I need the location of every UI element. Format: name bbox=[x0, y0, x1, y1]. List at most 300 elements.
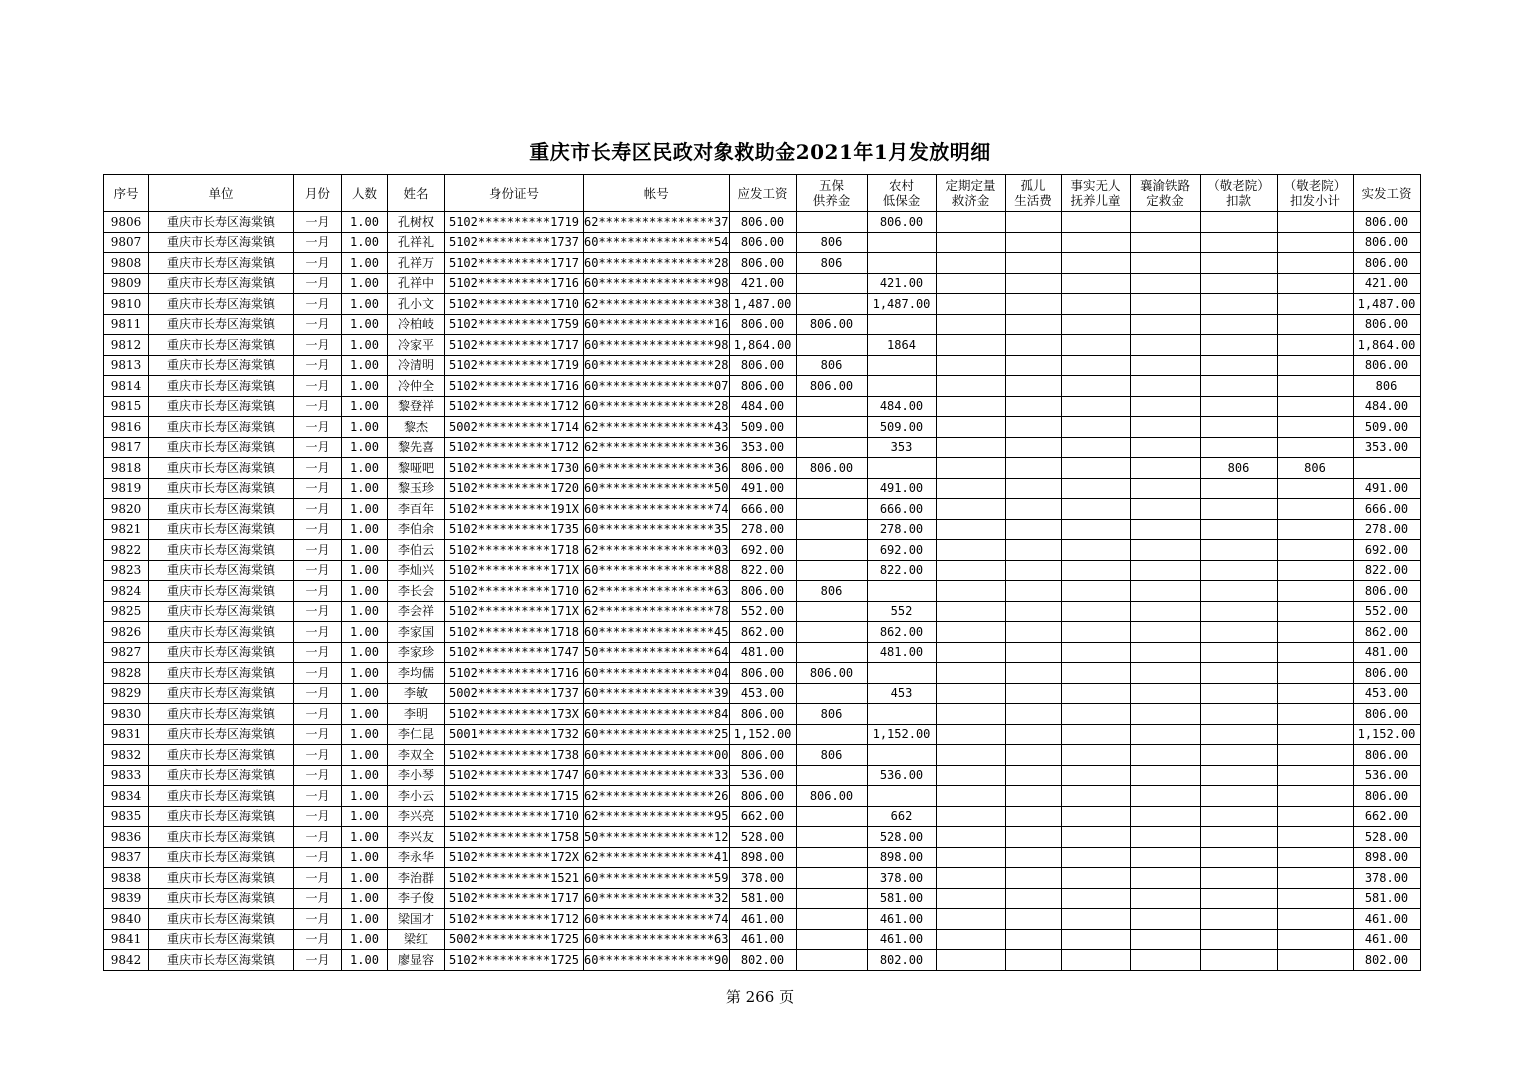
table-cell: 1.00 bbox=[342, 601, 388, 622]
table-cell bbox=[1277, 396, 1353, 417]
table-cell bbox=[936, 888, 1005, 909]
table-cell: 冷仲全 bbox=[388, 376, 445, 397]
table-cell: 806 bbox=[796, 355, 867, 376]
table-cell bbox=[1130, 622, 1200, 643]
table-cell: 461.00 bbox=[729, 929, 796, 950]
table-cell: 5102**********1712 bbox=[445, 396, 584, 417]
table-cell bbox=[1130, 909, 1200, 930]
table-cell: 806.00 bbox=[867, 212, 936, 233]
table-cell: 60****************32 bbox=[584, 888, 730, 909]
table-cell bbox=[1130, 724, 1200, 745]
table-cell: 806.00 bbox=[729, 376, 796, 397]
table-cell bbox=[936, 765, 1005, 786]
table-cell: 60****************63 bbox=[584, 929, 730, 950]
table-cell: 1.00 bbox=[342, 581, 388, 602]
table-cell: 5102**********1710 bbox=[445, 806, 584, 827]
table-cell bbox=[1277, 519, 1353, 540]
table-cell: 50****************12 bbox=[584, 827, 730, 848]
table-cell: 李灿兴 bbox=[388, 560, 445, 581]
table-cell: 60****************39 bbox=[584, 683, 730, 704]
table-cell: 1,487.00 bbox=[1353, 294, 1420, 315]
table-cell bbox=[1061, 478, 1130, 499]
table-cell: 1,152.00 bbox=[729, 724, 796, 745]
table-cell bbox=[1061, 909, 1130, 930]
table-cell bbox=[1200, 642, 1277, 663]
table-cell: 重庆市长寿区海棠镇 bbox=[149, 212, 294, 233]
table-cell bbox=[936, 642, 1005, 663]
table-cell bbox=[1277, 868, 1353, 889]
table-cell bbox=[1130, 786, 1200, 807]
table-cell bbox=[1061, 540, 1130, 561]
table-cell: 1.00 bbox=[342, 232, 388, 253]
table-cell bbox=[867, 253, 936, 274]
table-cell bbox=[936, 786, 1005, 807]
table-cell: 1.00 bbox=[342, 376, 388, 397]
table-cell bbox=[936, 355, 1005, 376]
table-cell: 802.00 bbox=[1353, 950, 1420, 971]
table-cell bbox=[1277, 765, 1353, 786]
table-row bbox=[104, 847, 1421, 868]
table-cell: 9821 bbox=[104, 519, 149, 540]
table-cell: 378.00 bbox=[729, 868, 796, 889]
table-cell: 802.00 bbox=[729, 950, 796, 971]
table-cell: 528.00 bbox=[1353, 827, 1420, 848]
table-cell: 802.00 bbox=[867, 950, 936, 971]
table-cell: 孔祥礼 bbox=[388, 232, 445, 253]
table-cell bbox=[1277, 950, 1353, 971]
table-cell: 重庆市长寿区海棠镇 bbox=[149, 355, 294, 376]
table-cell bbox=[936, 294, 1005, 315]
table-cell: 一月 bbox=[294, 232, 342, 253]
table-cell bbox=[1130, 704, 1200, 725]
table-cell bbox=[936, 581, 1005, 602]
table-cell: 62****************63 bbox=[584, 581, 730, 602]
table-cell: 581.00 bbox=[867, 888, 936, 909]
table-cell: 1.00 bbox=[342, 519, 388, 540]
table-cell bbox=[796, 622, 867, 643]
table-cell: 822.00 bbox=[729, 560, 796, 581]
table-cell bbox=[1005, 683, 1061, 704]
table-cell bbox=[1200, 294, 1277, 315]
table-cell: 9815 bbox=[104, 396, 149, 417]
table-row bbox=[104, 560, 1421, 581]
table-cell: 60****************50 bbox=[584, 478, 730, 499]
table-cell: 一月 bbox=[294, 745, 342, 766]
table-cell bbox=[1005, 396, 1061, 417]
table-cell: 1.00 bbox=[342, 622, 388, 643]
table-cell: 60****************90 bbox=[584, 950, 730, 971]
table-cell: 重庆市长寿区海棠镇 bbox=[149, 827, 294, 848]
table-cell: 528.00 bbox=[729, 827, 796, 848]
table-cell bbox=[1200, 499, 1277, 520]
table-cell bbox=[1277, 683, 1353, 704]
table-cell bbox=[1005, 929, 1061, 950]
table-cell bbox=[796, 642, 867, 663]
table-cell bbox=[936, 663, 1005, 684]
table-cell bbox=[796, 540, 867, 561]
table-cell bbox=[1130, 355, 1200, 376]
table-cell bbox=[1200, 232, 1277, 253]
table-cell: 9817 bbox=[104, 437, 149, 458]
table-cell: 一月 bbox=[294, 294, 342, 315]
table-cell: 806 bbox=[796, 704, 867, 725]
table-cell bbox=[1200, 622, 1277, 643]
column-header: 事实无人 抚养儿童 bbox=[1061, 175, 1130, 212]
column-header: （敬老院） 扣发小计 bbox=[1277, 175, 1353, 212]
table-cell: 62****************78 bbox=[584, 601, 730, 622]
table-cell: 60****************98 bbox=[584, 335, 730, 356]
table-cell bbox=[1061, 929, 1130, 950]
table-cell bbox=[1200, 417, 1277, 438]
table-cell bbox=[1130, 478, 1200, 499]
table-cell: 1,152.00 bbox=[867, 724, 936, 745]
table-cell: 806.00 bbox=[796, 458, 867, 479]
table-cell: 5102**********1521 bbox=[445, 868, 584, 889]
table-cell: 5102**********1720 bbox=[445, 478, 584, 499]
table-cell: 60****************98 bbox=[584, 273, 730, 294]
table-cell: 1.00 bbox=[342, 827, 388, 848]
table-cell: 9807 bbox=[104, 232, 149, 253]
table-cell: 李子俊 bbox=[388, 888, 445, 909]
table-cell: 806.00 bbox=[729, 581, 796, 602]
table-cell bbox=[1277, 888, 1353, 909]
table-cell: 1.00 bbox=[342, 868, 388, 889]
table-cell: 1.00 bbox=[342, 663, 388, 684]
table-cell: 一月 bbox=[294, 950, 342, 971]
table-cell bbox=[936, 868, 1005, 889]
table-cell bbox=[1277, 909, 1353, 930]
table-row bbox=[104, 642, 1421, 663]
table-cell bbox=[1061, 847, 1130, 868]
table-cell: 重庆市长寿区海棠镇 bbox=[149, 745, 294, 766]
table-cell: 一月 bbox=[294, 888, 342, 909]
table-cell bbox=[1130, 663, 1200, 684]
table-cell: 重庆市长寿区海棠镇 bbox=[149, 540, 294, 561]
table-cell: 重庆市长寿区海棠镇 bbox=[149, 704, 294, 725]
table-cell bbox=[796, 273, 867, 294]
table-cell: 1.00 bbox=[342, 847, 388, 868]
table-cell bbox=[936, 519, 1005, 540]
table-cell bbox=[1005, 704, 1061, 725]
table-cell: 353 bbox=[867, 437, 936, 458]
table-cell: 李仁昆 bbox=[388, 724, 445, 745]
page-title: 重庆市长寿区民政对象救助金2021年1月发放明细 bbox=[529, 140, 991, 164]
table-cell: 李敏 bbox=[388, 683, 445, 704]
table-cell: 1.00 bbox=[342, 335, 388, 356]
table-cell bbox=[1277, 663, 1353, 684]
table-cell: 60****************88 bbox=[584, 560, 730, 581]
table-cell bbox=[936, 622, 1005, 643]
table-cell bbox=[1005, 663, 1061, 684]
table-cell bbox=[1130, 581, 1200, 602]
table-cell bbox=[1200, 724, 1277, 745]
table-cell bbox=[936, 745, 1005, 766]
table-cell bbox=[936, 827, 1005, 848]
table-cell: 重庆市长寿区海棠镇 bbox=[149, 273, 294, 294]
table-cell: 一月 bbox=[294, 909, 342, 930]
table-cell: 421.00 bbox=[1353, 273, 1420, 294]
table-cell bbox=[1277, 724, 1353, 745]
table-cell: 9823 bbox=[104, 560, 149, 581]
table-cell bbox=[1200, 560, 1277, 581]
table-cell: 806.00 bbox=[1353, 232, 1420, 253]
table-cell: 481.00 bbox=[867, 642, 936, 663]
table-cell: 484.00 bbox=[1353, 396, 1420, 417]
table-cell: 1.00 bbox=[342, 478, 388, 499]
table-cell bbox=[1130, 294, 1200, 315]
table-cell bbox=[1005, 868, 1061, 889]
table-cell: 李明 bbox=[388, 704, 445, 725]
table-cell: 9809 bbox=[104, 273, 149, 294]
table-cell: 重庆市长寿区海棠镇 bbox=[149, 417, 294, 438]
table-cell: 806.00 bbox=[1353, 745, 1420, 766]
table-cell bbox=[1200, 314, 1277, 335]
table-cell: 5102**********1719 bbox=[445, 355, 584, 376]
table-cell: 一月 bbox=[294, 929, 342, 950]
table-cell: 5102**********1717 bbox=[445, 888, 584, 909]
table-cell bbox=[1061, 622, 1130, 643]
table-cell: 重庆市长寿区海棠镇 bbox=[149, 642, 294, 663]
table-cell: 662.00 bbox=[1353, 806, 1420, 827]
table-cell: 重庆市长寿区海棠镇 bbox=[149, 458, 294, 479]
table-cell: 李百年 bbox=[388, 499, 445, 520]
table-row bbox=[104, 806, 1421, 827]
table-cell bbox=[1130, 888, 1200, 909]
table-cell bbox=[1200, 663, 1277, 684]
table-row bbox=[104, 314, 1421, 335]
table-cell: 一月 bbox=[294, 212, 342, 233]
table-cell: 黎登祥 bbox=[388, 396, 445, 417]
table-cell: 1.00 bbox=[342, 355, 388, 376]
table-cell bbox=[867, 704, 936, 725]
table-row bbox=[104, 417, 1421, 438]
column-header: 孤儿 生活费 bbox=[1005, 175, 1061, 212]
table-cell: 806 bbox=[1277, 458, 1353, 479]
table-cell: 一月 bbox=[294, 868, 342, 889]
table-cell: 9818 bbox=[104, 458, 149, 479]
table-cell: 1.00 bbox=[342, 212, 388, 233]
table-cell bbox=[867, 314, 936, 335]
table-cell: 491.00 bbox=[1353, 478, 1420, 499]
table-cell bbox=[1061, 581, 1130, 602]
table-cell bbox=[1005, 601, 1061, 622]
table-cell: 806.00 bbox=[1353, 355, 1420, 376]
table-cell: 806.00 bbox=[1353, 581, 1420, 602]
table-cell: 461.00 bbox=[867, 909, 936, 930]
table-cell: 461.00 bbox=[1353, 929, 1420, 950]
column-header: 应发工资 bbox=[729, 175, 796, 212]
table-cell bbox=[1277, 335, 1353, 356]
table-cell bbox=[936, 232, 1005, 253]
table-cell: 9816 bbox=[104, 417, 149, 438]
table-cell bbox=[936, 724, 1005, 745]
table-cell bbox=[1200, 745, 1277, 766]
table-cell bbox=[936, 335, 1005, 356]
table-cell bbox=[1277, 704, 1353, 725]
table-cell: 60****************28 bbox=[584, 396, 730, 417]
table-row bbox=[104, 232, 1421, 253]
table-cell bbox=[796, 437, 867, 458]
table-cell bbox=[1200, 601, 1277, 622]
table-cell: 1.00 bbox=[342, 458, 388, 479]
table-cell bbox=[1061, 765, 1130, 786]
table-cell: 一月 bbox=[294, 786, 342, 807]
table-cell: 1,864.00 bbox=[729, 335, 796, 356]
table-cell: 李小云 bbox=[388, 786, 445, 807]
table-cell: 重庆市长寿区海棠镇 bbox=[149, 786, 294, 807]
table-cell bbox=[936, 396, 1005, 417]
table-cell: 9833 bbox=[104, 765, 149, 786]
table-cell bbox=[936, 458, 1005, 479]
table-cell: 1,152.00 bbox=[1353, 724, 1420, 745]
table-cell: 60****************07 bbox=[584, 376, 730, 397]
table-cell: 453 bbox=[867, 683, 936, 704]
table-cell: 李永华 bbox=[388, 847, 445, 868]
table-cell bbox=[1277, 642, 1353, 663]
table-cell: 806.00 bbox=[1353, 314, 1420, 335]
table-cell bbox=[936, 950, 1005, 971]
table-cell: 重庆市长寿区海棠镇 bbox=[149, 499, 294, 520]
table-cell bbox=[796, 417, 867, 438]
table-cell: 一月 bbox=[294, 253, 342, 274]
table-cell bbox=[1277, 581, 1353, 602]
table-cell bbox=[936, 499, 1005, 520]
table-cell bbox=[936, 847, 1005, 868]
table-cell: 5102**********1747 bbox=[445, 642, 584, 663]
table-cell bbox=[1277, 601, 1353, 622]
table-cell bbox=[1130, 376, 1200, 397]
table-cell: 重庆市长寿区海棠镇 bbox=[149, 601, 294, 622]
column-header: 序号 bbox=[104, 175, 149, 212]
table-cell: 528.00 bbox=[867, 827, 936, 848]
table-cell: 5102**********191X bbox=[445, 499, 584, 520]
table-cell bbox=[1200, 786, 1277, 807]
table-cell: 5102**********1716 bbox=[445, 376, 584, 397]
table-cell: 5102**********1738 bbox=[445, 745, 584, 766]
table-cell bbox=[1061, 663, 1130, 684]
table-cell: 461.00 bbox=[729, 909, 796, 930]
table-cell bbox=[867, 458, 936, 479]
table-cell bbox=[1277, 314, 1353, 335]
table-cell: 9813 bbox=[104, 355, 149, 376]
table-cell: 李家国 bbox=[388, 622, 445, 643]
table-row bbox=[104, 294, 1421, 315]
table-cell: 421.00 bbox=[729, 273, 796, 294]
table-cell bbox=[1277, 786, 1353, 807]
table-cell: 1.00 bbox=[342, 294, 388, 315]
table-cell: 重庆市长寿区海棠镇 bbox=[149, 888, 294, 909]
table-cell: 9835 bbox=[104, 806, 149, 827]
table-cell: 重庆市长寿区海棠镇 bbox=[149, 253, 294, 274]
table-cell: 62****************26 bbox=[584, 786, 730, 807]
table-cell bbox=[796, 929, 867, 950]
table-cell bbox=[1130, 745, 1200, 766]
table-cell: 黎玉珍 bbox=[388, 478, 445, 499]
table-cell: 5102**********1758 bbox=[445, 827, 584, 848]
table-cell bbox=[796, 888, 867, 909]
table-row bbox=[104, 540, 1421, 561]
table-cell: 9830 bbox=[104, 704, 149, 725]
table-cell: 552 bbox=[867, 601, 936, 622]
table-cell bbox=[1005, 786, 1061, 807]
table-cell: 822.00 bbox=[1353, 560, 1420, 581]
table-cell: 806 bbox=[796, 745, 867, 766]
table-cell bbox=[936, 806, 1005, 827]
table-cell bbox=[1005, 437, 1061, 458]
table-cell: 一月 bbox=[294, 827, 342, 848]
table-cell: 378.00 bbox=[1353, 868, 1420, 889]
table-cell: 重庆市长寿区海棠镇 bbox=[149, 232, 294, 253]
table-cell bbox=[1005, 765, 1061, 786]
table-cell bbox=[1130, 437, 1200, 458]
table-cell bbox=[1061, 335, 1130, 356]
table-cell: 62****************43 bbox=[584, 417, 730, 438]
table-cell bbox=[936, 273, 1005, 294]
table-cell bbox=[1200, 273, 1277, 294]
table-cell: 60****************36 bbox=[584, 458, 730, 479]
table-cell: 5002**********1714 bbox=[445, 417, 584, 438]
table-cell: 5102**********1712 bbox=[445, 909, 584, 930]
table-cell bbox=[1130, 417, 1200, 438]
table-cell: 重庆市长寿区海棠镇 bbox=[149, 868, 294, 889]
table-cell bbox=[1130, 929, 1200, 950]
table-cell: 梁红 bbox=[388, 929, 445, 950]
table-cell bbox=[1061, 232, 1130, 253]
table-cell: 1.00 bbox=[342, 417, 388, 438]
table-cell bbox=[1130, 642, 1200, 663]
table-cell: 62****************41 bbox=[584, 847, 730, 868]
table-cell bbox=[936, 212, 1005, 233]
table-cell bbox=[1061, 868, 1130, 889]
table-cell bbox=[1130, 806, 1200, 827]
table-cell: 孔祥中 bbox=[388, 273, 445, 294]
table-cell bbox=[1200, 847, 1277, 868]
table-cell: 491.00 bbox=[729, 478, 796, 499]
table-cell bbox=[796, 683, 867, 704]
table-cell: 一月 bbox=[294, 601, 342, 622]
table-cell: 5102**********171X bbox=[445, 560, 584, 581]
table-row bbox=[104, 827, 1421, 848]
table-cell: 一月 bbox=[294, 540, 342, 561]
table-cell: 666.00 bbox=[867, 499, 936, 520]
table-cell: 9836 bbox=[104, 827, 149, 848]
table-cell: 一月 bbox=[294, 396, 342, 417]
table-cell bbox=[1277, 437, 1353, 458]
table-cell: 黎哑吧 bbox=[388, 458, 445, 479]
table-cell bbox=[867, 786, 936, 807]
table-cell bbox=[1005, 458, 1061, 479]
table-cell: 5102**********1715 bbox=[445, 786, 584, 807]
table-cell: 李双全 bbox=[388, 745, 445, 766]
table-cell: 898.00 bbox=[867, 847, 936, 868]
table-cell: 9832 bbox=[104, 745, 149, 766]
table-cell: 60****************04 bbox=[584, 663, 730, 684]
table-cell bbox=[1061, 519, 1130, 540]
table-cell bbox=[796, 806, 867, 827]
table-cell bbox=[1061, 806, 1130, 827]
table-cell: 806.00 bbox=[729, 745, 796, 766]
table-cell bbox=[1130, 458, 1200, 479]
table-cell: 李会祥 bbox=[388, 601, 445, 622]
table-cell bbox=[1061, 601, 1130, 622]
table-cell bbox=[1005, 499, 1061, 520]
column-header: 帐号 bbox=[584, 175, 730, 212]
table-cell bbox=[1200, 909, 1277, 930]
table-cell: 461.00 bbox=[1353, 909, 1420, 930]
table-cell: 898.00 bbox=[729, 847, 796, 868]
table-cell: 5102**********1716 bbox=[445, 273, 584, 294]
table-cell: 重庆市长寿区海棠镇 bbox=[149, 909, 294, 930]
